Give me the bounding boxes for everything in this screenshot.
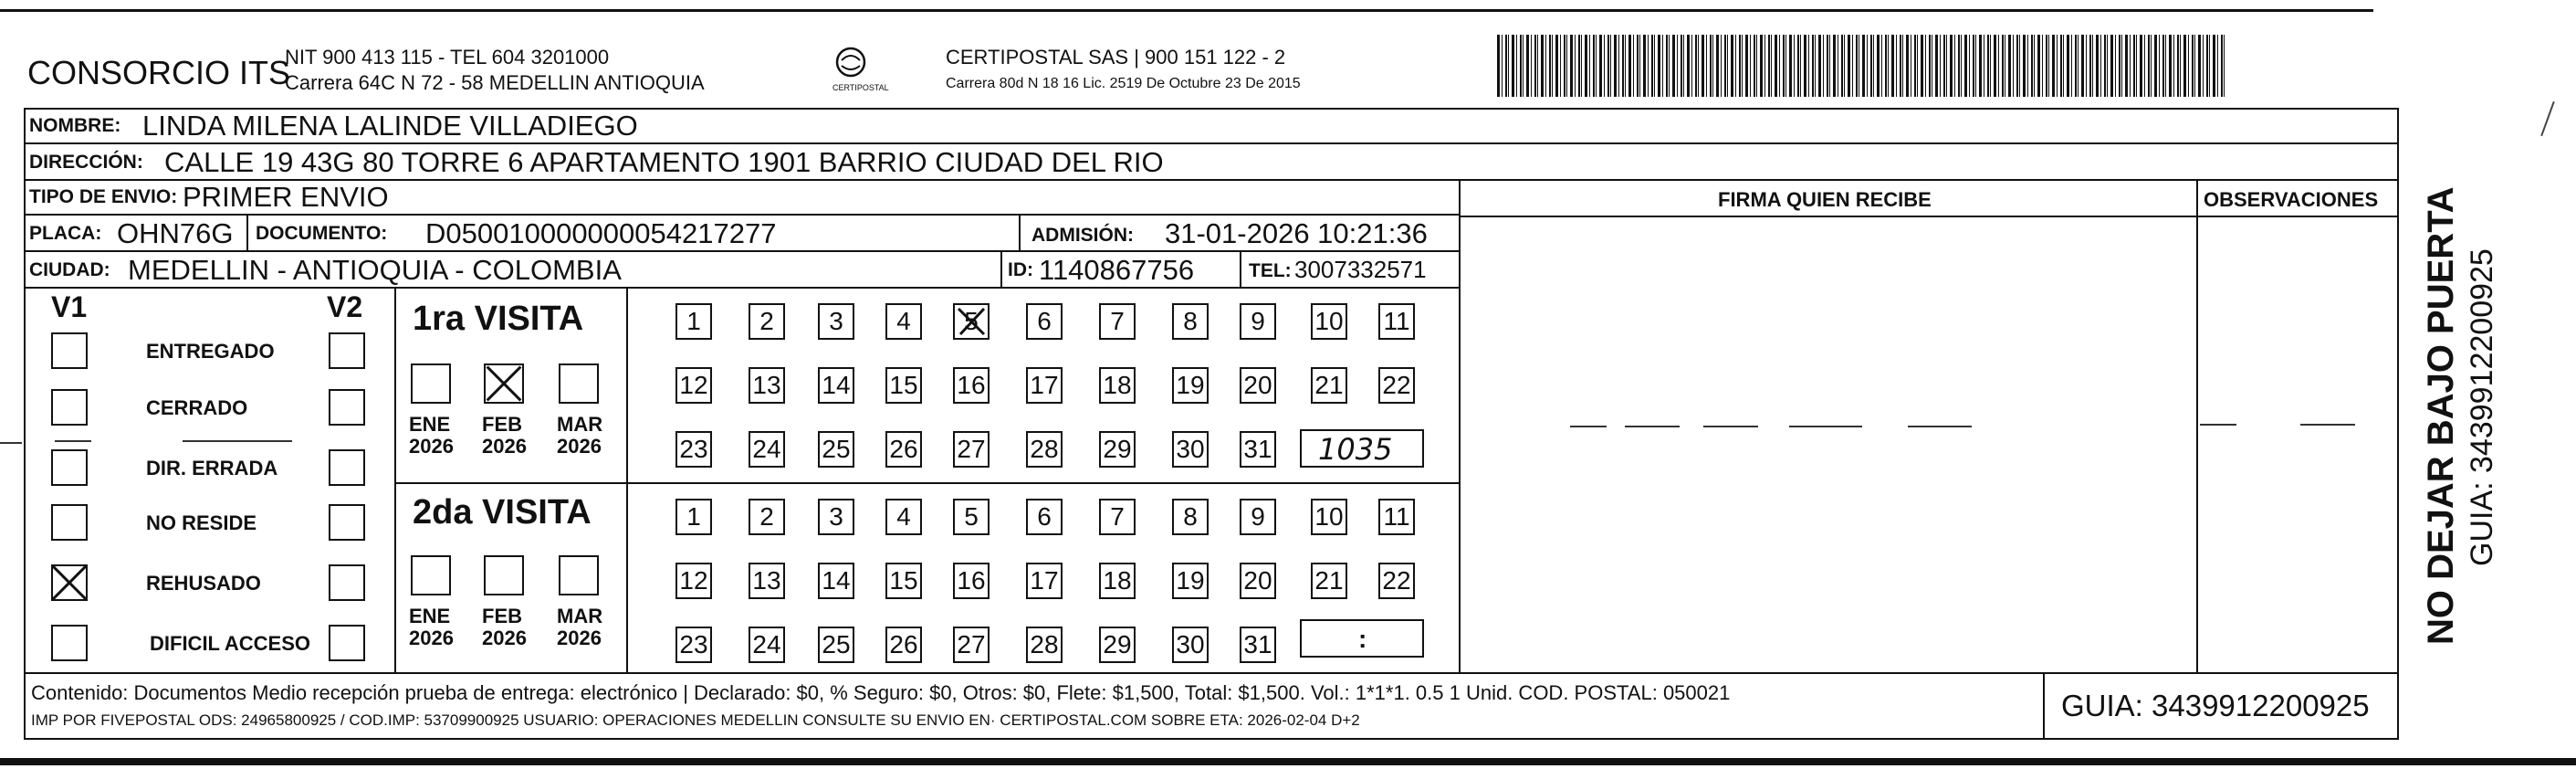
day-checkbox[interactable] — [1099, 499, 1136, 535]
month-label: ENE — [409, 605, 451, 627]
day-number: 5 — [964, 307, 979, 335]
day-number: 5 — [964, 502, 979, 531]
day-number: 15 — [889, 371, 918, 399]
col-line — [626, 287, 628, 672]
v1-checkbox[interactable] — [51, 625, 88, 661]
day-checkbox[interactable] — [1172, 303, 1209, 340]
day-number: 23 — [679, 435, 708, 463]
day-number: 3 — [829, 307, 843, 335]
day-checkbox[interactable] — [953, 431, 990, 468]
day-checkbox[interactable] — [953, 367, 990, 404]
month-checkbox[interactable] — [559, 555, 599, 595]
nit-line: NIT 900 413 115 - TEL 604 3201000 — [285, 46, 610, 68]
month-checkbox[interactable] — [411, 363, 451, 404]
row-line — [24, 287, 1461, 289]
day-checkbox[interactable] — [749, 563, 785, 599]
day-checkbox[interactable] — [1099, 627, 1136, 663]
fold-mark — [1703, 426, 1758, 427]
day-checkbox[interactable] — [1311, 303, 1347, 340]
visit2-time-box[interactable] — [1300, 619, 1424, 658]
year-label: 2026 — [409, 435, 454, 458]
col-line — [2196, 179, 2198, 672]
logo-text: CERTIPOSTAL — [832, 83, 889, 92]
fold-mark — [2300, 424, 2355, 426]
day-number: 12 — [679, 371, 708, 399]
day-number: 14 — [822, 371, 851, 399]
day-checkbox[interactable] — [1172, 499, 1209, 535]
day-number: 27 — [957, 630, 986, 658]
day-number: 23 — [679, 630, 708, 658]
day-checkbox[interactable] — [885, 431, 922, 468]
day-number: 6 — [1037, 502, 1052, 531]
status-label: NO RESIDE — [146, 511, 257, 534]
day-number: 29 — [1103, 630, 1132, 658]
v2-checkbox[interactable] — [329, 449, 365, 486]
admision-value: 31-01-2026 10:21:36 — [1165, 217, 1428, 249]
tel-value: 3007332571 — [1294, 256, 1427, 283]
v2-checkbox[interactable] — [329, 389, 365, 426]
tipo-label: TIPO DE ENVIO: — [29, 186, 178, 207]
day-number: 31 — [1243, 435, 1272, 463]
month-label: FEB — [482, 605, 522, 627]
day-number: 24 — [752, 435, 781, 463]
day-checkbox[interactable] — [675, 367, 712, 404]
day-checkbox[interactable] — [953, 627, 990, 663]
v2-checkbox[interactable] — [329, 625, 365, 661]
day-number: 17 — [1030, 371, 1059, 399]
tel-label: TEL: — [1249, 260, 1292, 281]
day-checkbox[interactable] — [675, 431, 712, 468]
fold-mark — [1625, 426, 1680, 427]
observaciones-label: OBSERVACIONES — [2204, 188, 2379, 211]
day-checkbox[interactable] — [885, 303, 922, 340]
day-checkbox[interactable] — [1311, 367, 1347, 404]
day-checkbox[interactable] — [818, 367, 854, 404]
day-checkbox[interactable] — [1099, 563, 1136, 599]
admision-label: ADMISIÓN: — [1031, 225, 1134, 246]
month-label: MAR — [557, 605, 603, 627]
day-number: 22 — [1382, 566, 1411, 595]
row-line — [1461, 216, 2399, 217]
day-number: 4 — [896, 502, 911, 531]
day-checkbox[interactable] — [749, 303, 785, 340]
year-label: 2026 — [482, 435, 527, 458]
day-number: 15 — [889, 566, 918, 595]
visit1-time-box[interactable] — [1300, 429, 1424, 468]
day-checkbox[interactable] — [1026, 563, 1063, 599]
day-number: 19 — [1176, 566, 1205, 595]
fold-mark — [2200, 424, 2236, 426]
day-number: 7 — [1110, 502, 1125, 531]
footer-guia: GUIA: 3439912200925 — [2061, 689, 2370, 722]
month-label: FEB — [482, 413, 522, 436]
year-label: 2026 — [557, 627, 602, 649]
month-label: ENE — [409, 413, 451, 436]
day-checkbox[interactable] — [818, 431, 854, 468]
company-name: CONSORCIO ITS — [27, 54, 291, 91]
barcode — [1497, 35, 2227, 97]
day-number: 19 — [1176, 371, 1205, 399]
day-checkbox[interactable] — [749, 627, 785, 663]
day-number: 9 — [1251, 307, 1265, 335]
placa-value: OHN76G — [117, 217, 234, 249]
v1-checkbox[interactable] — [51, 449, 88, 486]
day-checkbox[interactable] — [818, 563, 854, 599]
day-number: 28 — [1030, 630, 1059, 658]
day-number: 18 — [1103, 566, 1132, 595]
day-number: 1 — [686, 307, 701, 335]
v1-checkbox[interactable] — [51, 389, 88, 426]
day-number: 11 — [1383, 307, 1410, 335]
day-number: 22 — [1382, 371, 1411, 399]
day-checkbox[interactable] — [1026, 499, 1063, 535]
day-checkbox[interactable] — [1378, 563, 1415, 599]
day-number: 10 — [1314, 502, 1344, 531]
bottom-rule — [0, 758, 2576, 765]
day-number: 10 — [1314, 307, 1344, 335]
month-checkbox[interactable] — [411, 555, 451, 595]
col-line — [1019, 214, 1021, 250]
day-number: 9 — [1251, 502, 1265, 531]
col-line — [2043, 672, 2045, 740]
day-number: 8 — [1183, 502, 1198, 531]
day-checkbox[interactable] — [1026, 367, 1063, 404]
day-checkbox[interactable] — [1240, 431, 1276, 468]
status-label: ENTREGADO — [146, 340, 275, 363]
documento-label: DOCUMENTO: — [256, 223, 388, 244]
day-checkbox[interactable] — [885, 499, 922, 535]
day-checkbox[interactable] — [953, 563, 990, 599]
tipo-value: PRIMER ENVIO — [183, 181, 389, 213]
day-checkbox[interactable] — [1099, 367, 1136, 404]
day-number: 30 — [1176, 435, 1205, 463]
year-label: 2026 — [482, 627, 527, 649]
year-label: 2026 — [557, 435, 602, 458]
month-checkbox[interactable] — [484, 555, 524, 595]
day-number: 12 — [679, 566, 708, 595]
fold-mark — [183, 440, 292, 442]
day-number: 20 — [1243, 566, 1272, 595]
day-number: 3 — [829, 502, 843, 531]
row-line — [394, 482, 1459, 484]
day-number: 31 — [1243, 630, 1272, 658]
day-number: 4 — [896, 307, 911, 335]
day-number: 21 — [1314, 566, 1344, 595]
day-checkbox[interactable] — [1378, 367, 1415, 404]
day-number: 26 — [889, 630, 918, 658]
day-checkbox[interactable] — [953, 303, 990, 340]
day-checkbox[interactable] — [1311, 499, 1347, 535]
day-number: 18 — [1103, 371, 1132, 399]
fold-mark — [55, 440, 91, 442]
row-line — [24, 250, 1461, 252]
ciudad-value: MEDELLIN - ANTIOQUIA - COLOMBIA — [128, 254, 622, 286]
day-checkbox[interactable] — [1026, 303, 1063, 340]
firma-label: FIRMA QUIEN RECIBE — [1718, 188, 1932, 211]
status-label: REHUSADO — [146, 572, 261, 595]
row-line — [24, 142, 2399, 144]
day-number: 28 — [1030, 435, 1059, 463]
certipostal-line: CERTIPOSTAL SAS | 900 151 122 - 2 — [946, 46, 1286, 68]
day-number: 1 — [686, 502, 701, 531]
day-checkbox[interactable] — [1311, 563, 1347, 599]
visit2-title: 2da VISITA — [413, 493, 592, 532]
day-number: 2 — [759, 502, 774, 531]
day-checkbox[interactable] — [1026, 431, 1063, 468]
day-number: 2 — [759, 307, 774, 335]
day-number: 14 — [822, 566, 851, 595]
v1-label: V1 — [51, 290, 88, 323]
ciudad-label: CIUDAD: — [29, 259, 110, 280]
day-checkbox[interactable] — [953, 499, 990, 535]
col-line — [394, 287, 396, 672]
col-line — [1240, 250, 1241, 287]
day-checkbox[interactable] — [1240, 499, 1276, 535]
v2-checkbox[interactable] — [329, 564, 365, 601]
day-checkbox[interactable] — [1240, 563, 1276, 599]
visit1-title: 1ra VISITA — [413, 300, 584, 338]
v1-checkbox[interactable] — [51, 332, 88, 369]
day-checkbox[interactable] — [675, 303, 712, 340]
day-checkbox[interactable] — [675, 563, 712, 599]
id-value: 1140867756 — [1039, 254, 1195, 286]
visit2-time: : — [1358, 625, 1367, 653]
day-checkbox[interactable] — [818, 303, 854, 340]
documento-value: D050010000000054217277 — [425, 217, 777, 249]
day-number: 16 — [957, 371, 986, 399]
fold-mark — [1908, 426, 1972, 427]
day-checkbox[interactable] — [818, 499, 854, 535]
day-checkbox[interactable] — [1172, 367, 1209, 404]
day-number: 13 — [752, 371, 781, 399]
status-label: DIR. ERRADA — [146, 457, 278, 479]
day-mark-icon — [955, 305, 988, 338]
day-checkbox[interactable] — [1172, 563, 1209, 599]
day-checkbox[interactable] — [1378, 303, 1415, 340]
status-label: CERRADO — [146, 396, 248, 419]
v2-checkbox[interactable] — [329, 504, 365, 541]
visit1-time: 1035 — [1318, 432, 1393, 467]
day-checkbox[interactable] — [1172, 431, 1209, 468]
day-checkbox[interactable] — [1172, 627, 1209, 663]
day-number: 24 — [752, 630, 781, 658]
day-checkbox[interactable] — [749, 499, 785, 535]
side-guia-text: GUIA: 3439912200925 — [2465, 248, 2499, 566]
year-label: 2026 — [409, 627, 454, 649]
day-checkbox[interactable] — [1026, 627, 1063, 663]
day-number: 11 — [1383, 502, 1410, 531]
day-checkbox[interactable] — [1240, 303, 1276, 340]
status-label: DIFICIL ACCESO — [150, 632, 311, 655]
day-checkbox[interactable] — [749, 431, 785, 468]
fold-mark — [1789, 426, 1862, 427]
edge-mark — [2540, 101, 2555, 136]
day-number: 7 — [1110, 307, 1125, 335]
day-checkbox[interactable] — [1099, 431, 1136, 468]
col-line — [1459, 179, 1461, 672]
direccion-value: CALLE 19 43G 80 TORRE 6 APARTAMENTO 1901 BARRIO CIUDAD DEL RIO — [164, 146, 1164, 178]
col-line — [246, 214, 248, 250]
v2-label: V2 — [327, 290, 363, 323]
day-checkbox[interactable] — [1240, 367, 1276, 404]
day-number: 25 — [822, 435, 851, 463]
day-number: 8 — [1183, 307, 1198, 335]
day-checkbox[interactable] — [1378, 499, 1415, 535]
v1-checkbox[interactable] — [51, 504, 88, 541]
day-number: 27 — [957, 435, 986, 463]
footer-contenido: Contenido: Documentos Medio recepción prueba de entrega: electrónico | Declarado: $0, % Seguro: $0, Otros: $0, Flete: $1,500, Total: $1,500. Vol.: 1*1*1. 0.5 1 Unid. COD. POSTAL: 050021 — [31, 681, 1731, 704]
top-rule — [0, 9, 2373, 12]
nombre-value: LINDA MILENA LALINDE VILLADIEGO — [142, 110, 638, 142]
day-checkbox[interactable] — [1240, 627, 1276, 663]
day-number: 26 — [889, 435, 918, 463]
month-checkbox[interactable] — [484, 363, 524, 404]
day-number: 25 — [822, 630, 851, 658]
day-number: 20 — [1243, 371, 1272, 399]
footer-imp: IMP POR FIVEPOSTAL ODS: 24965800925 / COD.IMP: 53709900925 USUARIO: OPERACIONES MEDELLIN CONSULTE SU ENVIO EN· CERTIPOSTAL.COM SOBRE ETA: 2026-02-04 D+2 — [31, 711, 1360, 729]
day-checkbox[interactable] — [885, 627, 922, 663]
day-checkbox[interactable] — [675, 499, 712, 535]
month-checkbox[interactable] — [559, 363, 599, 404]
row-line — [24, 214, 1461, 216]
day-checkbox[interactable] — [885, 563, 922, 599]
day-number: 29 — [1103, 435, 1132, 463]
fold-mark — [1570, 426, 1607, 427]
fold-mark — [0, 442, 22, 444]
day-number: 30 — [1176, 630, 1205, 658]
direccion-label: DIRECCIÓN: — [29, 152, 143, 173]
day-number: 17 — [1030, 566, 1059, 595]
day-number: 13 — [752, 566, 781, 595]
day-checkbox[interactable] — [749, 367, 785, 404]
day-checkbox[interactable] — [675, 627, 712, 663]
nombre-label: NOMBRE: — [29, 115, 121, 136]
day-number: 21 — [1314, 371, 1344, 399]
day-number: 6 — [1037, 307, 1052, 335]
placa-label: PLACA: — [29, 223, 102, 244]
day-checkbox[interactable] — [1099, 303, 1136, 340]
v2-checkbox[interactable] — [329, 332, 365, 369]
month-label: MAR — [557, 413, 603, 436]
col-line — [1000, 250, 1002, 287]
no-dejar-text: NO DEJAR BAJO PUERTA — [2421, 186, 2461, 645]
v1-checkbox[interactable] — [51, 564, 88, 601]
day-checkbox[interactable] — [885, 367, 922, 404]
day-number: 16 — [957, 566, 986, 595]
certipostal-address: Carrera 80d N 18 16 Lic. 2519 De Octubre 23 De 2015 — [946, 76, 1301, 91]
id-label: ID: — [1008, 259, 1033, 280]
day-checkbox[interactable] — [818, 627, 854, 663]
company-address: Carrera 64C N 72 - 58 MEDELLIN ANTIOQUIA — [285, 71, 705, 94]
